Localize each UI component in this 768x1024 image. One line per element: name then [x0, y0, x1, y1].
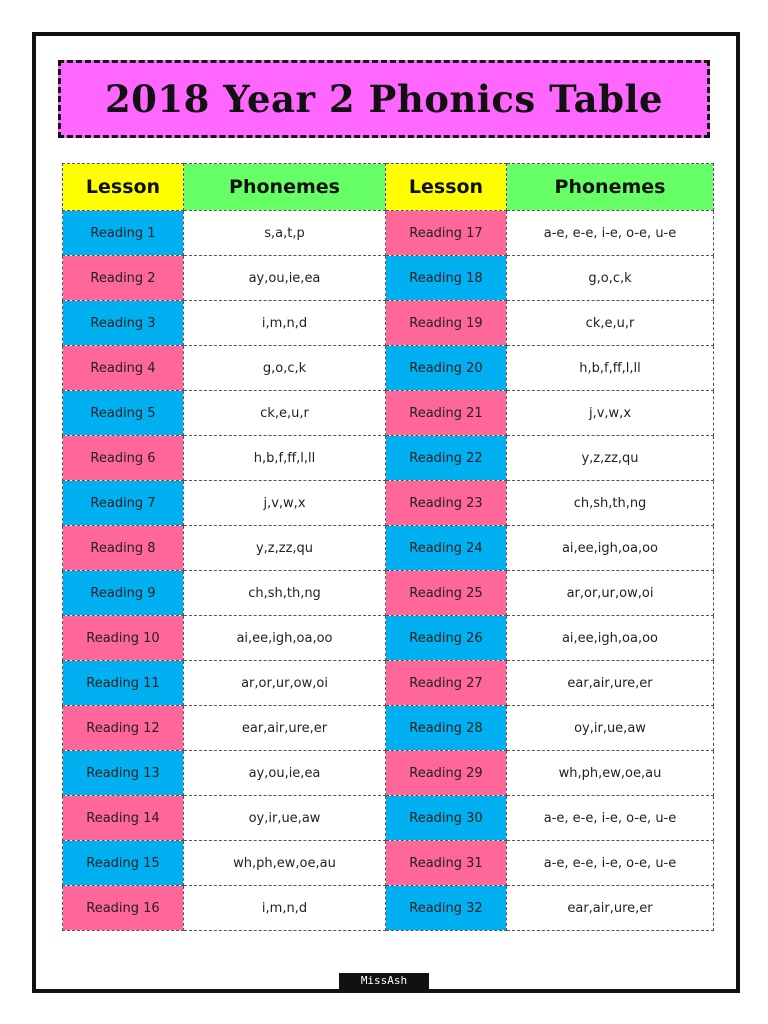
phonemes-cell: h,b,f,ff,l,ll — [184, 436, 386, 481]
title-banner — [58, 60, 710, 138]
phonemes-cell: ch,sh,th,ng — [507, 481, 714, 526]
table-row — [63, 751, 714, 796]
lesson-cell: Reading 28 — [386, 706, 507, 751]
phonemes-cell: a-e, e-e, i-e, o-e, u-e — [507, 841, 714, 886]
phonemes-cell: ck,e,u,r — [507, 301, 714, 346]
phonemes-cell: wh,ph,ew,oe,au — [507, 751, 714, 796]
lesson-cell: Reading 21 — [386, 391, 507, 436]
phonics-table — [62, 163, 714, 931]
phonemes-cell: ai,ee,igh,oa,oo — [507, 526, 714, 571]
table-row — [63, 481, 714, 526]
lesson-cell: Reading 19 — [386, 301, 507, 346]
phonemes-cell: oy,ir,ue,aw — [507, 706, 714, 751]
table-row — [63, 301, 714, 346]
phonemes-cell: j,v,w,x — [184, 481, 386, 526]
lesson-cell: Reading 5 — [63, 391, 184, 436]
header-phonemes-left: Phonemes — [184, 164, 386, 211]
lesson-cell: Reading 11 — [63, 661, 184, 706]
phonemes-cell: j,v,w,x — [507, 391, 714, 436]
table-row — [63, 256, 714, 301]
phonemes-cell: y,z,zz,qu — [507, 436, 714, 481]
lesson-cell: Reading 31 — [386, 841, 507, 886]
phonemes-cell: i,m,n,d — [184, 301, 386, 346]
header-lesson-left: Lesson — [63, 164, 184, 211]
phonemes-cell: ck,e,u,r — [184, 391, 386, 436]
lesson-cell: Reading 24 — [386, 526, 507, 571]
lesson-cell: Reading 32 — [386, 886, 507, 931]
lesson-cell: Reading 18 — [386, 256, 507, 301]
lesson-cell: Reading 20 — [386, 346, 507, 391]
phonemes-cell: ch,sh,th,ng — [184, 571, 386, 616]
phonemes-cell: ear,air,ure,er — [507, 661, 714, 706]
table-row — [63, 661, 714, 706]
phonemes-cell: y,z,zz,qu — [184, 526, 386, 571]
phonemes-cell: ear,air,ure,er — [507, 886, 714, 931]
phonemes-cell: ar,or,ur,ow,oi — [507, 571, 714, 616]
lesson-cell: Reading 30 — [386, 796, 507, 841]
table-row — [63, 391, 714, 436]
table-row — [63, 706, 714, 751]
phonemes-cell: g,o,c,k — [184, 346, 386, 391]
lesson-cell: Reading 14 — [63, 796, 184, 841]
lesson-cell: Reading 3 — [63, 301, 184, 346]
lesson-cell: Reading 23 — [386, 481, 507, 526]
phonemes-cell: ay,ou,ie,ea — [184, 751, 386, 796]
header-lesson-right: Lesson — [386, 164, 507, 211]
table-row — [63, 211, 714, 256]
phonemes-cell: g,o,c,k — [507, 256, 714, 301]
lesson-cell: Reading 17 — [386, 211, 507, 256]
phonemes-cell: ai,ee,igh,oa,oo — [184, 616, 386, 661]
phonemes-cell: oy,ir,ue,aw — [184, 796, 386, 841]
lesson-cell: Reading 29 — [386, 751, 507, 796]
table-row — [63, 841, 714, 886]
phonemes-cell: h,b,f,ff,l,ll — [507, 346, 714, 391]
lesson-cell: Reading 6 — [63, 436, 184, 481]
lesson-cell: Reading 16 — [63, 886, 184, 931]
phonemes-cell: ay,ou,ie,ea — [184, 256, 386, 301]
phonemes-cell: a-e, e-e, i-e, o-e, u-e — [507, 796, 714, 841]
lesson-cell: Reading 4 — [63, 346, 184, 391]
lesson-cell: Reading 22 — [386, 436, 507, 481]
table-body — [63, 211, 714, 931]
lesson-cell: Reading 27 — [386, 661, 507, 706]
phonemes-cell: ar,or,ur,ow,oi — [184, 661, 386, 706]
lesson-cell: Reading 7 — [63, 481, 184, 526]
lesson-cell: Reading 15 — [63, 841, 184, 886]
header-phonemes-right: Phonemes — [507, 164, 714, 211]
lesson-cell: Reading 8 — [63, 526, 184, 571]
table-header-row — [63, 164, 714, 211]
phonemes-cell: wh,ph,ew,oe,au — [184, 841, 386, 886]
phonemes-cell: ear,air,ure,er — [184, 706, 386, 751]
phonemes-cell: ai,ee,igh,oa,oo — [507, 616, 714, 661]
phonemes-cell: i,m,n,d — [184, 886, 386, 931]
table-row — [63, 346, 714, 391]
author-footer: MissAsh — [339, 973, 429, 989]
table-row — [63, 436, 714, 481]
table-row — [63, 796, 714, 841]
lesson-cell: Reading 2 — [63, 256, 184, 301]
lesson-cell: Reading 26 — [386, 616, 507, 661]
lesson-cell: Reading 12 — [63, 706, 184, 751]
phonemes-cell: a-e, e-e, i-e, o-e, u-e — [507, 211, 714, 256]
lesson-cell: Reading 25 — [386, 571, 507, 616]
table-row — [63, 886, 714, 931]
page-title: 2018 Year 2 Phonics Table — [104, 77, 664, 121]
table-row — [63, 616, 714, 661]
lesson-cell: Reading 10 — [63, 616, 184, 661]
table-row — [63, 526, 714, 571]
table-row — [63, 571, 714, 616]
lesson-cell: Reading 13 — [63, 751, 184, 796]
phonemes-cell: s,a,t,p — [184, 211, 386, 256]
lesson-cell: Reading 1 — [63, 211, 184, 256]
lesson-cell: Reading 9 — [63, 571, 184, 616]
